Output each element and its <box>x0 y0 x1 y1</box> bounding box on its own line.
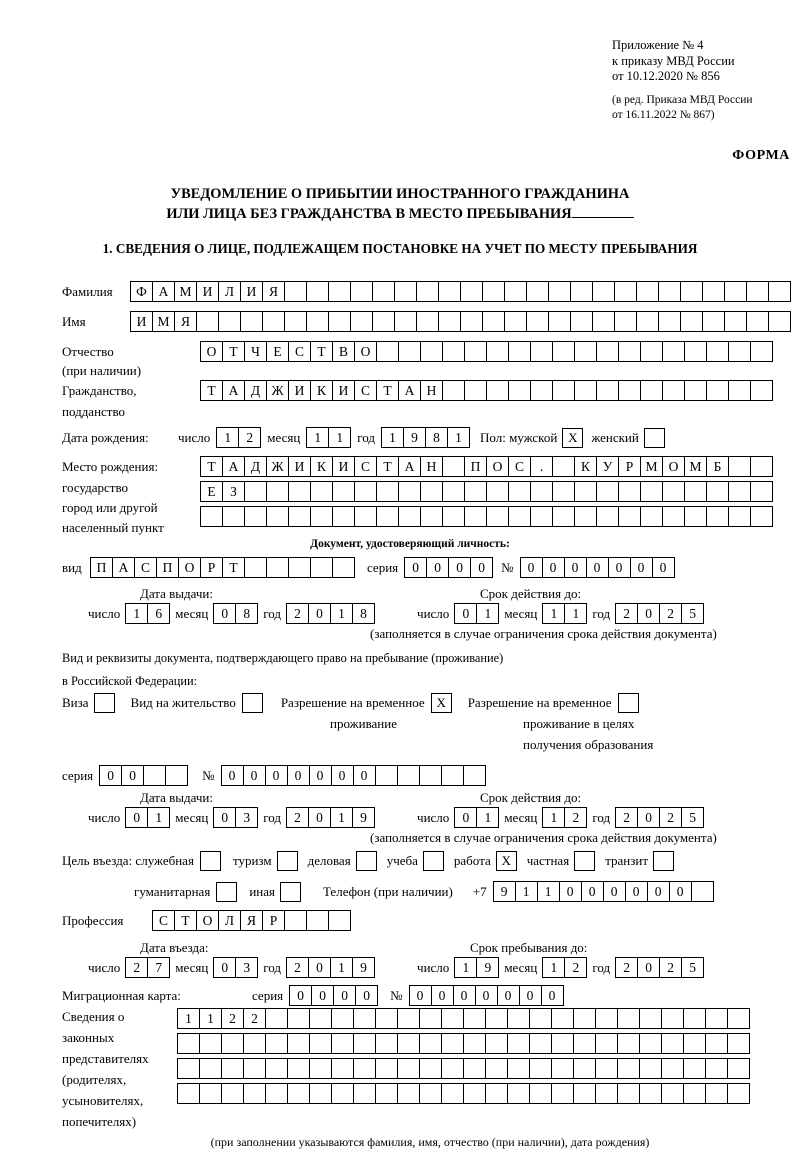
permit-valid-year-label: год <box>592 809 611 825</box>
month-label: месяц <box>267 429 301 445</box>
stay-year-input[interactable]: 2 0 2 5 <box>615 957 704 978</box>
surname-label: Фамилия <box>62 283 113 299</box>
work-label: работа <box>453 853 491 868</box>
doc-type-row <box>62 557 675 578</box>
entry-month-input[interactable]: 0 3 <box>213 957 258 978</box>
edu-residence-label-2: проживание в целях <box>523 716 635 731</box>
patronymic-row <box>62 341 773 362</box>
legal-rep-label-4: (родителях, <box>62 1072 127 1087</box>
permit-valid-until-label: Срок действия до: <box>480 790 582 805</box>
birthplace-label-4: населенный пункт <box>62 520 164 535</box>
temp-residence-label: Разрешение на временное <box>280 695 425 710</box>
surname-row <box>62 281 791 302</box>
doc-valid-day-label: число <box>417 605 450 621</box>
stay-day-label: число <box>417 959 450 975</box>
document-header <box>612 38 792 123</box>
profession-label: Профессия <box>62 912 124 928</box>
birth-year-input[interactable]: 1 9 8 1 <box>381 427 470 448</box>
purpose-service-checkbox[interactable] <box>200 851 221 871</box>
birth-day-input[interactable]: 1 2 <box>216 427 261 448</box>
birthplace-input-line2[interactable]: Е З <box>200 481 773 502</box>
legal-rep-label-2: законных <box>62 1030 115 1045</box>
purpose-study-checkbox[interactable] <box>423 851 444 871</box>
doc-issue-year-label: год <box>263 605 282 621</box>
permit-issue-day-label: число <box>88 809 121 825</box>
entry-year-input[interactable]: 2 0 1 9 <box>286 957 375 978</box>
residence-permit-checkbox[interactable] <box>242 693 263 713</box>
legal-rep-input-line4[interactable] <box>177 1083 750 1104</box>
footer-note: (при заполнении указываются фамилия, имя, отчество (при наличии), дата рождения) <box>210 1135 650 1149</box>
birthplace-row-2 <box>200 481 773 502</box>
other-label: иная <box>249 883 275 899</box>
citizenship-label: Гражданство, <box>62 382 137 398</box>
legal-rep-row-3 <box>177 1058 750 1079</box>
permit-issue-month-input[interactable]: 0 3 <box>213 807 258 828</box>
title-line-1: УВЕДОМЛЕНИЕ О ПРИБЫТИИ ИНОСТРАННОГО ГРАЖДАНИНА <box>170 186 630 202</box>
permit-issue-month-label: месяц <box>175 809 209 825</box>
study-label: учеба <box>386 853 418 868</box>
doc-valid-day-input[interactable]: 0 1 <box>454 603 499 624</box>
surname-input[interactable]: Ф А М И Л И Я <box>130 281 791 302</box>
sex-female-label: женский <box>591 429 639 445</box>
legal-rep-label-5: усыновителях, <box>62 1093 144 1108</box>
edu-residence-label-3: получения образования <box>523 737 654 752</box>
birthdate-label: Дата рождения: <box>62 429 149 445</box>
title-blank-line <box>572 217 634 218</box>
tourism-label: туризм <box>232 853 272 868</box>
permit-number-label: № <box>202 767 215 783</box>
birthdate-row <box>62 427 665 448</box>
doc-type-input[interactable]: П А С П О Р Т <box>90 557 355 578</box>
form-word: ФОРМА <box>732 148 790 163</box>
stay-day-input[interactable]: 1 9 <box>454 957 499 978</box>
migration-card-row <box>62 985 564 1006</box>
permit-valid-year-input[interactable]: 2 0 2 5 <box>615 807 704 828</box>
doc-dates-row <box>88 603 704 624</box>
migration-seria-label: серия <box>252 987 284 1003</box>
doc-issue-date-label: Дата выдачи: <box>140 586 214 601</box>
purpose-humanitarian-checkbox[interactable] <box>216 882 237 902</box>
doc-valid-note: (заполняется в случае ограничения срока действия документа) <box>370 626 717 641</box>
patronymic-label: Отчество <box>62 343 114 359</box>
humanitarian-label: гуманитарная <box>134 883 211 899</box>
phone-label: Телефон (при наличии) <box>322 883 453 899</box>
name-input[interactable]: И М Я <box>130 311 791 332</box>
header-line-3: от 10.12.2020 № 856 <box>612 69 720 83</box>
transit-label: транзит <box>605 853 649 868</box>
temp-residence-label-2: проживание <box>330 716 397 731</box>
year-label: год <box>357 429 376 445</box>
doc-number-label: № <box>501 559 514 575</box>
purpose-other-checkbox[interactable] <box>280 882 301 902</box>
birthplace-input-line1[interactable]: Т А Д Ж И К И С Т А Н П О С . К У Р М О М Б <box>200 456 773 477</box>
stay-month-input[interactable]: 1 2 <box>542 957 587 978</box>
permit-valid-month-label: месяц <box>504 809 538 825</box>
title-line-2: ИЛИ ЛИЦА БЕЗ ГРАЖДАНСТВА В МЕСТО ПРЕБЫВАНИЯ <box>166 206 572 222</box>
migration-seria-input[interactable]: 0 0 0 0 <box>289 985 378 1006</box>
phone-prefix: +7 <box>472 883 487 899</box>
permit-valid-month-input[interactable]: 1 2 <box>542 807 587 828</box>
phone-input[interactable]: 9 1 1 0 0 0 0 0 0 <box>493 881 714 902</box>
purpose-work-checkbox[interactable]: X <box>496 851 517 871</box>
residence-label: Вид на жительство <box>130 695 236 710</box>
doc-type-label: вид <box>62 559 82 575</box>
birthplace-label: Место рождения: <box>62 458 159 474</box>
profession-input[interactable]: С Т О Л Я Р <box>152 910 351 931</box>
doc-valid-year-input[interactable]: 2 0 2 5 <box>615 603 704 624</box>
permit-number-row <box>62 765 486 786</box>
legal-rep-row-2 <box>177 1033 750 1054</box>
stay-until-label: Срок пребывания до: <box>470 940 588 955</box>
purpose-label: Цель въезда: служебная <box>62 853 194 868</box>
legal-rep-input-line3[interactable] <box>177 1058 750 1079</box>
stay-month-label: месяц <box>504 959 538 975</box>
entry-date-label: Дата въезда: <box>140 940 209 955</box>
birthplace-input-line3[interactable] <box>200 506 773 527</box>
legal-rep-label-3: представителях <box>62 1051 149 1066</box>
legal-rep-input-line1[interactable]: 1 1 2 2 <box>177 1008 750 1029</box>
page-title <box>0 184 800 224</box>
doc-issue-month-label: месяц <box>175 605 209 621</box>
stay-doc-label-2: в Российской Федерации: <box>62 674 198 688</box>
name-row <box>62 311 791 332</box>
entry-month-label: месяц <box>175 959 209 975</box>
purpose-private-checkbox[interactable] <box>574 851 595 871</box>
permit-issue-day-input[interactable]: 0 1 <box>125 807 170 828</box>
birthplace-label-3: город или другой <box>62 500 158 515</box>
permit-issue-year-input[interactable]: 2 0 1 9 <box>286 807 375 828</box>
day-label: число <box>178 429 211 445</box>
patronymic-note: (при наличии) <box>62 363 142 378</box>
edu-residence-checkbox[interactable] <box>618 693 639 713</box>
section-1-heading: 1. СВЕДЕНИЯ О ЛИЦЕ, ПОДЛЕЖАЩЕМ ПОСТАНОВКЕ НА УЧЕТ ПО МЕСТУ ПРЕБЫВАНИЯ <box>102 241 698 256</box>
permit-dates-row <box>88 807 704 828</box>
doc-valid-month-input[interactable]: 1 1 <box>542 603 587 624</box>
id-document-heading: Документ, удостоверяющий личность: <box>310 538 510 550</box>
entry-year-label: год <box>263 959 282 975</box>
permit-type-row <box>62 693 639 713</box>
permit-valid-day-label: число <box>417 809 450 825</box>
citizenship-label-2: подданство <box>62 404 126 419</box>
permit-number-input[interactable]: 0 0 0 0 0 0 0 <box>221 765 486 786</box>
name-label: Имя <box>62 313 86 329</box>
legal-rep-row-1 <box>177 1008 750 1029</box>
sex-male-checkbox[interactable]: X <box>562 428 583 448</box>
doc-number-input[interactable]: 0 0 0 0 0 0 0 <box>520 557 675 578</box>
citizenship-row <box>62 380 773 401</box>
business-label: деловая <box>307 853 351 868</box>
entry-dates-row <box>88 957 704 978</box>
citizenship-input[interactable]: Т А Д Ж И К И С Т А Н <box>200 380 773 401</box>
birthplace-row-3 <box>200 506 773 527</box>
legal-rep-label-1: Сведения о <box>62 1009 125 1024</box>
header-line-4: (в ред. Приказа МВД России <box>612 93 753 106</box>
doc-issue-day-label: число <box>88 605 121 621</box>
purpose-transit-checkbox[interactable] <box>653 851 674 871</box>
permit-valid-note: (заполняется в случае ограничения срока действия документа) <box>370 830 717 845</box>
legal-rep-row-4 <box>177 1083 750 1104</box>
edu-residence-label: Разрешение на временное <box>467 695 612 710</box>
header-line-5: от 16.11.2022 № 867) <box>612 108 715 121</box>
legal-rep-input-line2[interactable] <box>177 1033 750 1054</box>
permit-valid-day-input[interactable]: 0 1 <box>454 807 499 828</box>
private-label: частная <box>526 853 570 868</box>
doc-issue-year-input[interactable]: 2 0 1 8 <box>286 603 375 624</box>
birthplace-row-1 <box>62 456 773 477</box>
doc-issue-day-input[interactable]: 1 6 <box>125 603 170 624</box>
visa-label: Виза <box>62 695 89 710</box>
sex-male-label: Пол: мужской <box>480 429 558 445</box>
purpose-business-checkbox[interactable] <box>356 851 377 871</box>
doc-valid-until-label: Срок действия до: <box>480 586 582 601</box>
birthplace-label-2: государство <box>62 480 128 495</box>
stay-doc-label-1: Вид и реквизиты документа, подтверждающего право на пребывание (проживание) <box>62 651 504 665</box>
entry-day-input[interactable]: 2 7 <box>125 957 170 978</box>
doc-valid-year-label: год <box>592 605 611 621</box>
temp-residence-checkbox[interactable]: X <box>431 693 452 713</box>
birth-month-input[interactable]: 1 1 <box>306 427 351 448</box>
stay-year-label: год <box>592 959 611 975</box>
permit-seria-label: серия <box>62 767 94 783</box>
entry-day-label: число <box>88 959 121 975</box>
doc-seria-input[interactable]: 0 0 0 0 <box>404 557 493 578</box>
migration-number-input[interactable]: 0 0 0 0 0 0 0 <box>409 985 564 1006</box>
visa-checkbox[interactable] <box>94 693 115 713</box>
permit-seria-input[interactable]: 0 0 <box>99 765 188 786</box>
permit-issue-date-label: Дата выдачи: <box>140 790 214 805</box>
sex-female-checkbox[interactable] <box>644 428 665 448</box>
doc-valid-month-label: месяц <box>504 605 538 621</box>
purpose-tourism-checkbox[interactable] <box>277 851 298 871</box>
purpose-row-2 <box>134 881 714 902</box>
permit-issue-year-label: год <box>263 809 282 825</box>
purpose-row <box>62 851 674 871</box>
migration-number-label: № <box>390 987 403 1003</box>
header-line-2: к приказу МВД России <box>612 53 735 68</box>
doc-seria-label: серия <box>367 559 399 575</box>
migration-card-label: Миграционная карта: <box>62 987 181 1003</box>
doc-issue-month-input[interactable]: 0 8 <box>213 603 258 624</box>
patronymic-input[interactable]: О Т Ч Е С Т В О <box>200 341 773 362</box>
profession-row <box>62 910 351 931</box>
header-line-1: Приложение № 4 <box>612 38 704 52</box>
legal-rep-label-6: попечителях) <box>62 1114 137 1129</box>
